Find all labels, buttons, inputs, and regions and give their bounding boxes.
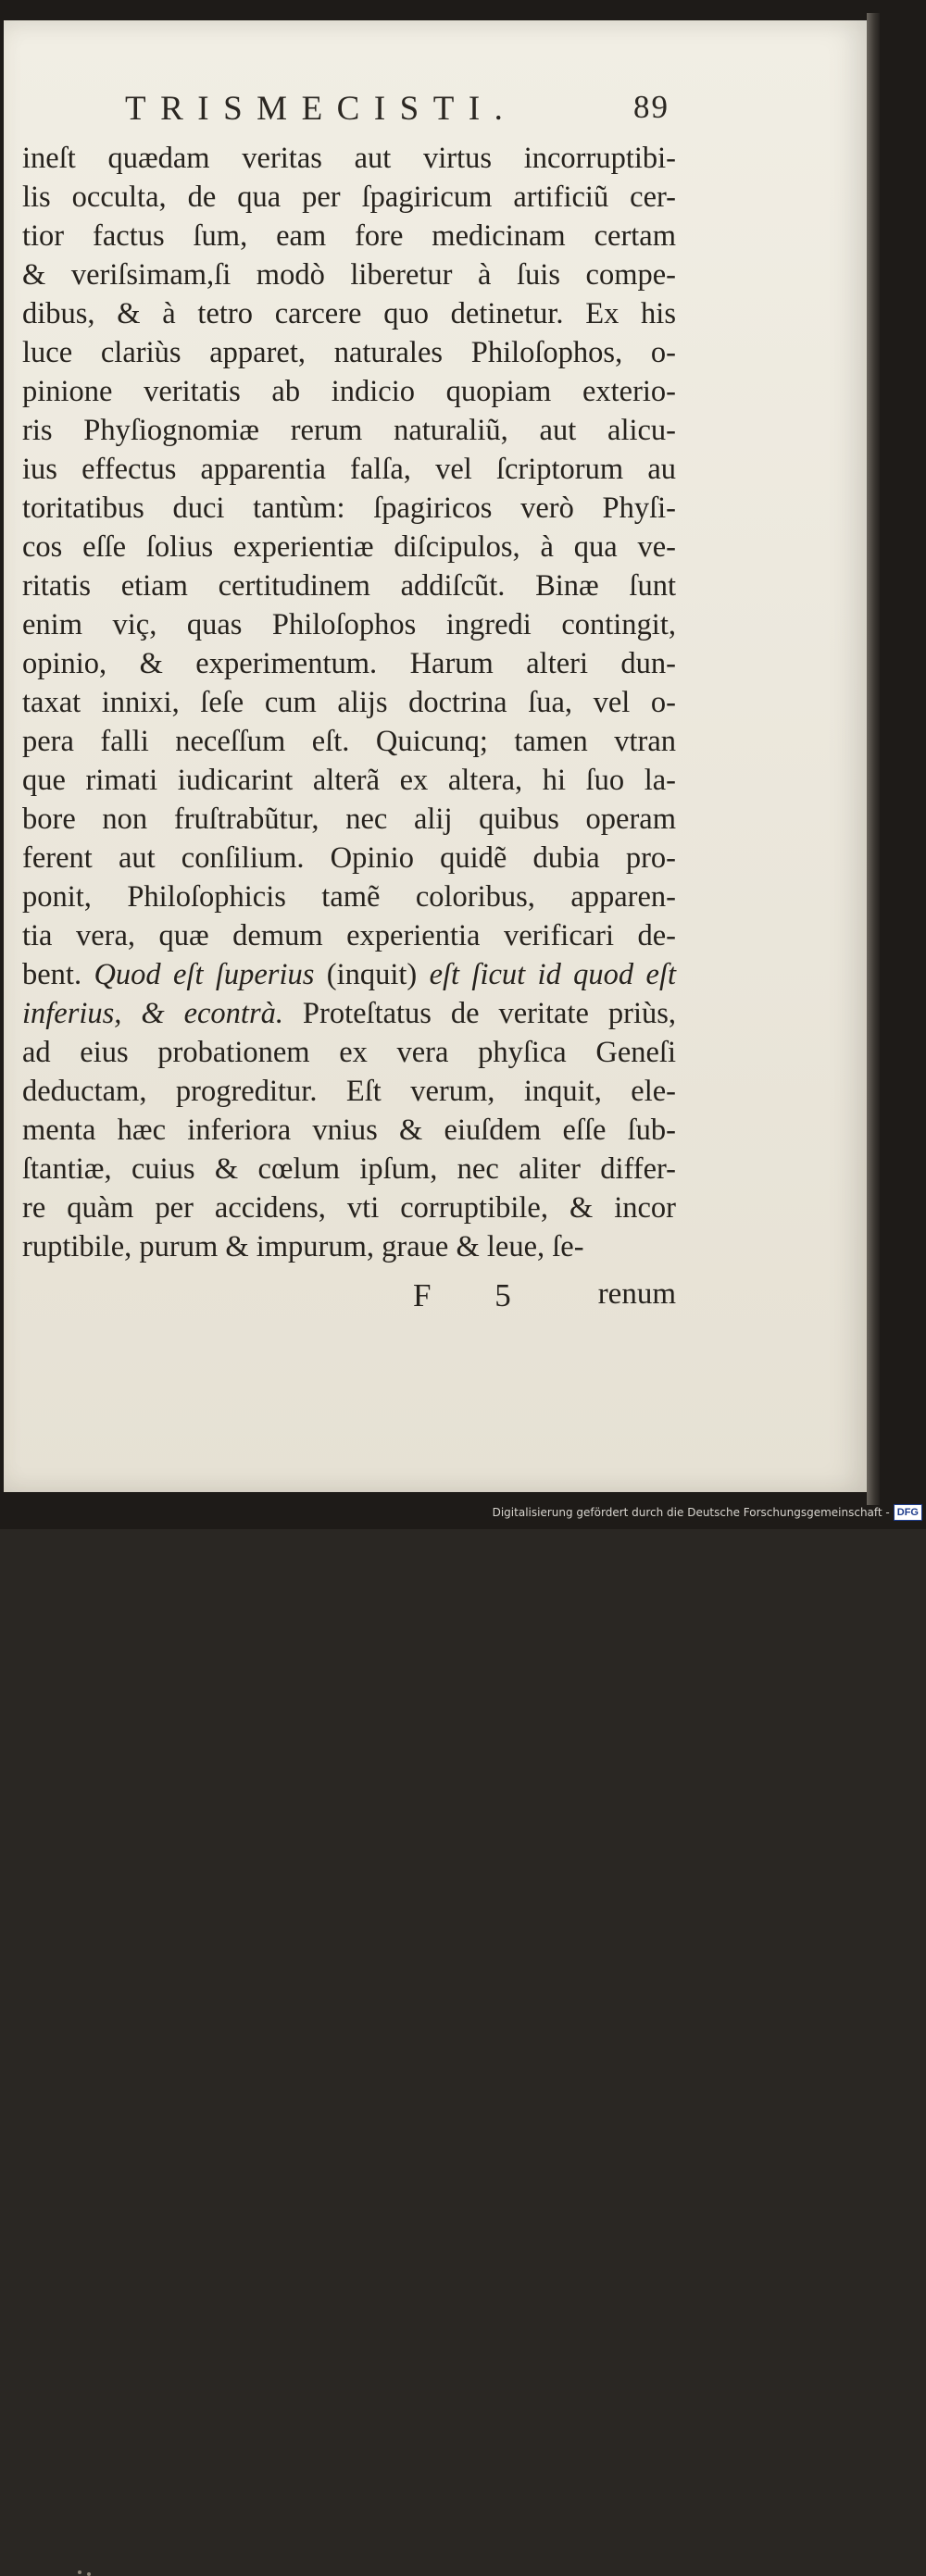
text-line: que rimati iudicarint alterã ex altera, hi ſuo la- [22, 764, 676, 797]
text-line: ius effectus apparentia falſa, vel ſcriptorum au [22, 453, 676, 486]
book-edge [867, 13, 880, 1505]
text-line: cos eſſe ſolius experientiæ diſcipulos, à qua ve- [22, 530, 676, 564]
italic-quotation: eſt ſicut id quod eſt [429, 958, 677, 991]
running-head [125, 89, 669, 135]
text-line: pinione veritatis ab indicio quopiam exterio- [22, 375, 676, 408]
text-line: toritatibus duci tantùm: ſpagiricos verò Phyſi- [22, 492, 676, 525]
text-line: opinio, & experimentum. Harum alteri dun- [22, 647, 676, 680]
text-line: lis occulta, de qua per ſpagiricum artificiũ cer- [22, 180, 676, 214]
text-line: tior factus ſum, eam fore medicinam certam [22, 219, 676, 253]
text-line: bore non fruſtrabũtur, nec alij quibus operam [22, 803, 676, 836]
text-line: ad eius probationem ex vera phyſica Geneſi [22, 1036, 676, 1069]
text-line: dibus, & à tetro carcere quo detinetur. Ex his [22, 297, 676, 330]
text-line: ferent aut conſilium. Opinio quidẽ dubia pro- [22, 841, 676, 875]
ink-specks [78, 2569, 106, 2576]
roman-text: (inquit) [314, 958, 430, 991]
text-line: tia vera, quæ demum experientia verificari de- [22, 919, 676, 952]
running-title: TRISMECISTI. [125, 90, 518, 128]
text-line: ruptibile, purum & impurum, graue & leue, ſe- [22, 1230, 584, 1263]
dfg-logo: DFG [894, 1504, 922, 1521]
page-number: 89 [633, 89, 669, 125]
text-line-mixed [22, 994, 676, 1033]
text-line: luce clariùs apparet, naturales Philoſophos, o- [22, 336, 676, 369]
text-line: deductam, progreditur. Eſt verum, inquit, ele- [22, 1075, 676, 1108]
text-line: menta hæc inferiora vnius & eiuſdem eſſe ſub- [22, 1114, 676, 1147]
text-line: ris Phyſiognomiæ rerum naturaliũ, aut alicu- [22, 414, 676, 447]
text-line: ſtantiæ, cuius & cœlum ipſum, nec aliter differ- [22, 1152, 676, 1186]
text-line: taxat innixi, ſeſe cum alijs doctrina ſua, vel o- [22, 686, 676, 719]
text-line-mixed [22, 955, 676, 994]
text-line: ponit, Philoſophicis tamẽ coloribus, apparen- [22, 880, 676, 914]
roman-text: Proteſtatus de veritate priùs, [283, 997, 676, 1030]
text-line: & veriſsimam,ſi modò liberetur à ſuis compe- [22, 258, 676, 292]
roman-text: bent. [22, 958, 94, 991]
signature-mark: F 5 [413, 1277, 539, 1313]
text-line: pera falli neceſſum eſt. Quicunq; tamen vtran [22, 725, 676, 758]
catchword: renum [597, 1277, 676, 1311]
italic-quotation: inferius, & econtrà. [22, 997, 283, 1030]
digitization-credit [493, 1503, 922, 1522]
text-line: ritatis etiam certitudinem addiſcũt. Binæ ſunt [22, 569, 676, 603]
credit-text: Digitalisierung gefördert durch die Deutsche Forschungsgemeinschaft - [492, 1506, 890, 1519]
italic-quotation: Quod eſt ſuperius [94, 958, 315, 991]
body-text [22, 139, 676, 1266]
text-line: ineſt quædam veritas aut virtus incorruptibi- [22, 142, 676, 175]
text-line: re quàm per accidens, vti corruptibile, & incor [22, 1191, 676, 1225]
page-footer [22, 1277, 676, 1324]
text-line: enim viç, quas Philoſophos ingredi contingit, [22, 608, 676, 641]
